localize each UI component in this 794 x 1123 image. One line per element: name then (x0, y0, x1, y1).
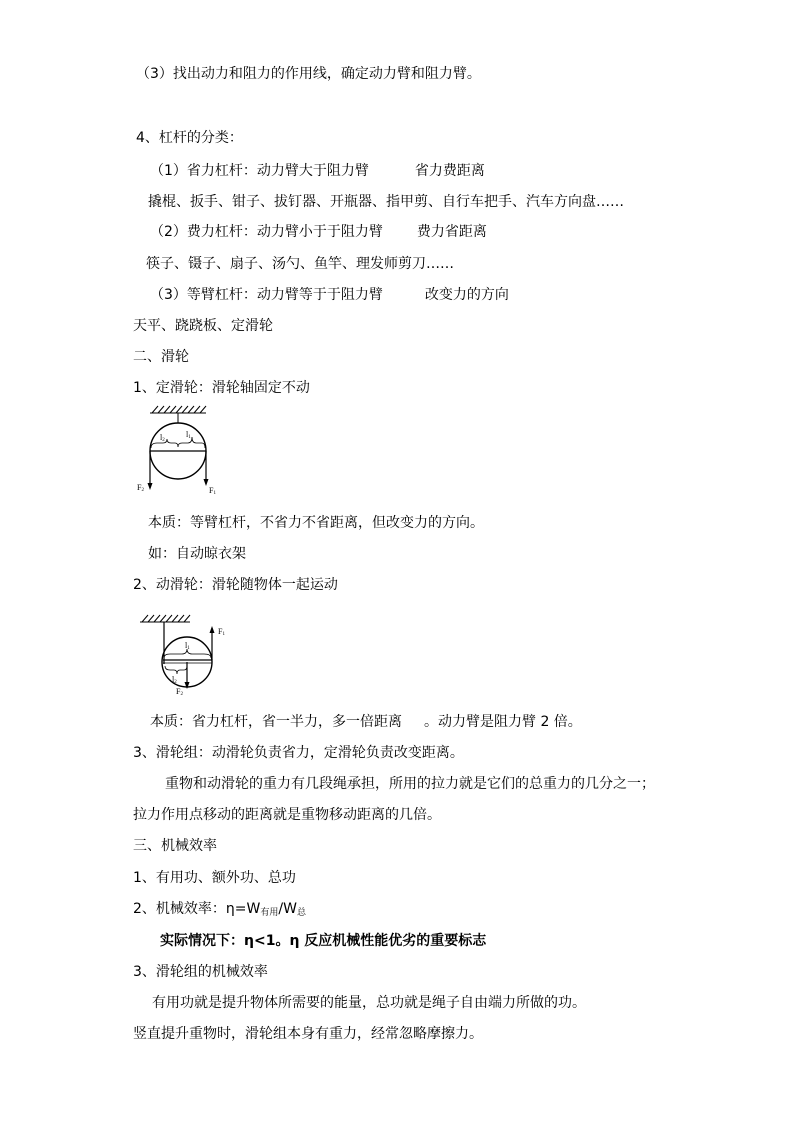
text-line (150, 223, 487, 241)
force-label-f2: F2 (137, 483, 144, 493)
arm-label-l2: l2 (172, 675, 177, 685)
arm-brace-bottom (165, 666, 187, 674)
text-line (150, 162, 485, 180)
text-line: 3、滑轮组：动滑轮负责省力，定滑轮负责改变距离。 (133, 745, 464, 761)
section-heading: 三、机械效率 (133, 838, 217, 854)
lever-type: （3）等臂杠杆：动力臂等于于阻力臂 (150, 287, 383, 303)
force-label-f1: F1 (209, 486, 216, 496)
movable-pulley-diagram (134, 614, 244, 700)
section-heading: 4、杠杆的分类： (136, 130, 243, 146)
force-label-f1: F1 (218, 627, 225, 637)
text-line: 2、动滑轮：滑轮随物体一起运动 (133, 577, 338, 593)
arm-brace-right (178, 437, 205, 448)
force-label-f2: F2 (176, 687, 183, 697)
ceiling-hatch (140, 615, 190, 622)
formula-text: 2、机械效率：η=W (133, 901, 261, 917)
text-line (150, 286, 509, 304)
emphasis-line: 实际情况下：η<1。η 反应机械性能优劣的重要标志 (160, 933, 487, 949)
formula-line (133, 900, 306, 922)
lever-effect: 改变力的方向 (424, 287, 509, 303)
arm-label-l1: l1 (185, 641, 190, 651)
text-line: 竖直提升重物时，滑轮组本身有重力，经常忽略摩擦力。 (133, 1026, 483, 1042)
text-line: 3、滑轮组的机械效率 (133, 964, 268, 980)
lever-effect: 费力省距离 (416, 224, 487, 240)
text-line: 本质：等臂杠杆，不省力不省距离，但改变力的方向。 (148, 515, 484, 531)
text-line: 拉力作用点移动的距离就是重物移动距离的几倍。 (133, 807, 441, 823)
lever-type: （2）费力杠杆：动力臂小于于阻力臂 (150, 224, 383, 240)
text-line: 1、定滑轮：滑轮轴固定不动 (133, 380, 310, 396)
pulley-essence: 本质：省力杠杆，省一半力，多一倍距离 (150, 714, 402, 730)
text-line (150, 713, 582, 731)
formula-sub-total: 总 (296, 908, 306, 918)
pulley-ratio: 。动力臂是阻力臂 2 倍。 (424, 714, 582, 730)
section-heading: 二、滑轮 (133, 349, 189, 365)
text-line: 有用功就是提升物体所需要的能量，总功就是绳子自由端力所做的功。 (152, 995, 586, 1011)
fixed-pulley-diagram (130, 403, 230, 499)
text-line: 1、有用功、额外功、总功 (133, 870, 296, 886)
example-line: 天平、跷跷板、定滑轮 (133, 318, 273, 334)
formula-divider: /W (278, 901, 297, 917)
example-line: 撬棍、扳手、钳子、拔钉器、开瓶器、指甲剪、自行车把手、汽车方向盘…… (148, 194, 624, 210)
arm-label-l2: l2 (160, 433, 165, 443)
lever-type: （1）省力杠杆：动力臂大于阻力臂 (150, 163, 369, 179)
text-line: 重物和动滑轮的重力有几段绳承担，所用的拉力就是它们的总重力的几分之一； (165, 776, 655, 792)
arm-label-l1: l1 (186, 430, 191, 440)
text-line: （3）找出动力和阻力的作用线，确定动力臂和阻力臂。 (136, 66, 481, 82)
example-line: 筷子、镊子、扇子、汤勺、鱼竿、理发师剪刀…… (146, 256, 454, 272)
formula-sub-useful: 有用 (260, 908, 279, 918)
lever-effect: 省力费距离 (414, 163, 485, 179)
ceiling-hatch (150, 406, 206, 423)
text-line: 如：自动晾衣架 (148, 546, 246, 562)
